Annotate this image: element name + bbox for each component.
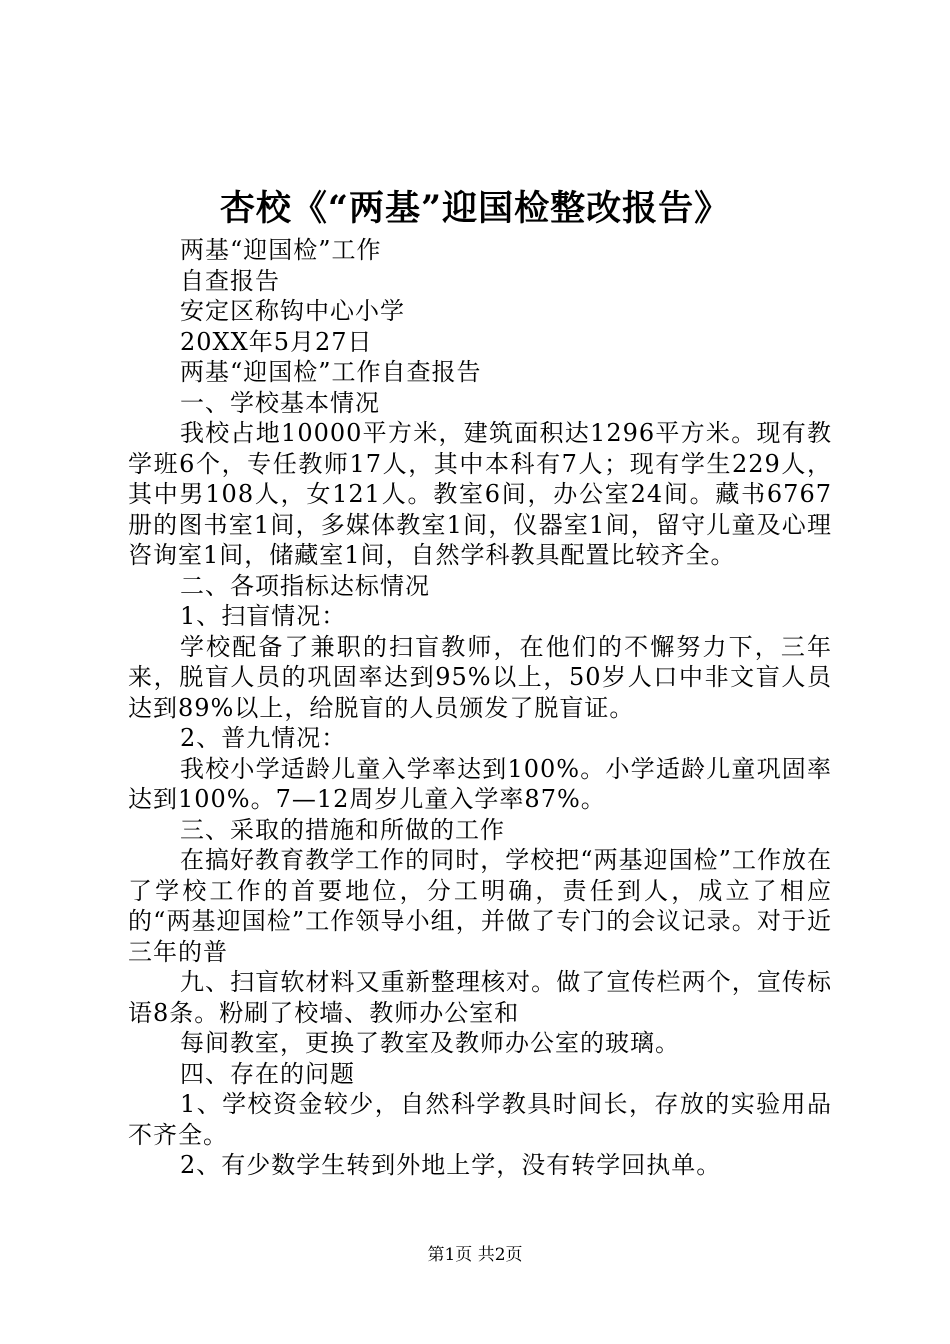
- paragraph: 2、有少数学生转到外地上学，没有转学回执单。: [180, 1151, 722, 1179]
- paragraph: 安定区称钩中心小学: [180, 297, 405, 325]
- section-heading: 三、采取的措施和所做的工作: [180, 815, 505, 844]
- paragraph: 我校占地10000平方米，建筑面积达1296平方米。现有教学班6个，专任教师17人，其中本科有7人；现有学生229人，其中男108人，女121人。教室6间，办公室24间。藏书6767册的图书室1间，多媒体教室1间，仪器室1间，留守儿童及心理咨询室1间，储藏室1间，自然学科教具配置比较齐全。: [128, 419, 832, 569]
- paragraph: 自查报告: [180, 266, 280, 295]
- section-heading: 四、存在的问题: [180, 1059, 355, 1088]
- paragraph: 我校小学适龄儿童入学率达到100%。小学适龄儿童巩固率达到100%。7—12周岁儿童入学率87%。: [128, 754, 832, 813]
- subsection-heading: 1、扫盲情况：: [180, 602, 347, 630]
- section-heading: 二、各项指标达标情况: [180, 571, 430, 600]
- subsection-heading: 2、普九情况：: [180, 724, 347, 752]
- document-title: 杏校《“两基”迎国检整改报告》: [219, 188, 731, 229]
- section-heading: 一、学校基本情况: [180, 388, 380, 417]
- page-footer: 第1页 共2页: [427, 1245, 523, 1265]
- paragraph: 1、学校资金较少，自然科学教具时间长，存放的实验用品不齐全。: [128, 1090, 832, 1149]
- paragraph: 两基“迎国检”工作自查报告: [180, 358, 482, 386]
- paragraph: 九、扫盲软材料又重新整理核对。做了宣传栏两个，宣传标语8条。粉刷了校墙、教师办公室和: [128, 968, 832, 1027]
- paragraph: 两基“迎国检”工作: [180, 236, 382, 264]
- paragraph: 学校配备了兼职的扫盲教师，在他们的不懈努力下，三年来，脱盲人员的巩固率达到95%以上，50岁人口中非文盲人员达到89%以上，给脱盲的人员颁发了脱盲证。: [128, 632, 832, 722]
- paragraph: 在搞好教育教学工作的同时，学校把“两基迎国检”工作放在了学校工作的首要地位，分工明确，责任到人，成立了相应的“两基迎国检”工作领导小组，并做了专门的会议记录。对于近三年的普: [128, 846, 832, 966]
- paragraph: 每间教室，更换了教室及教师办公室的玻璃。: [180, 1029, 680, 1057]
- paragraph: 20XX年5月27日: [180, 327, 373, 356]
- document-body: [128, 235, 832, 1181]
